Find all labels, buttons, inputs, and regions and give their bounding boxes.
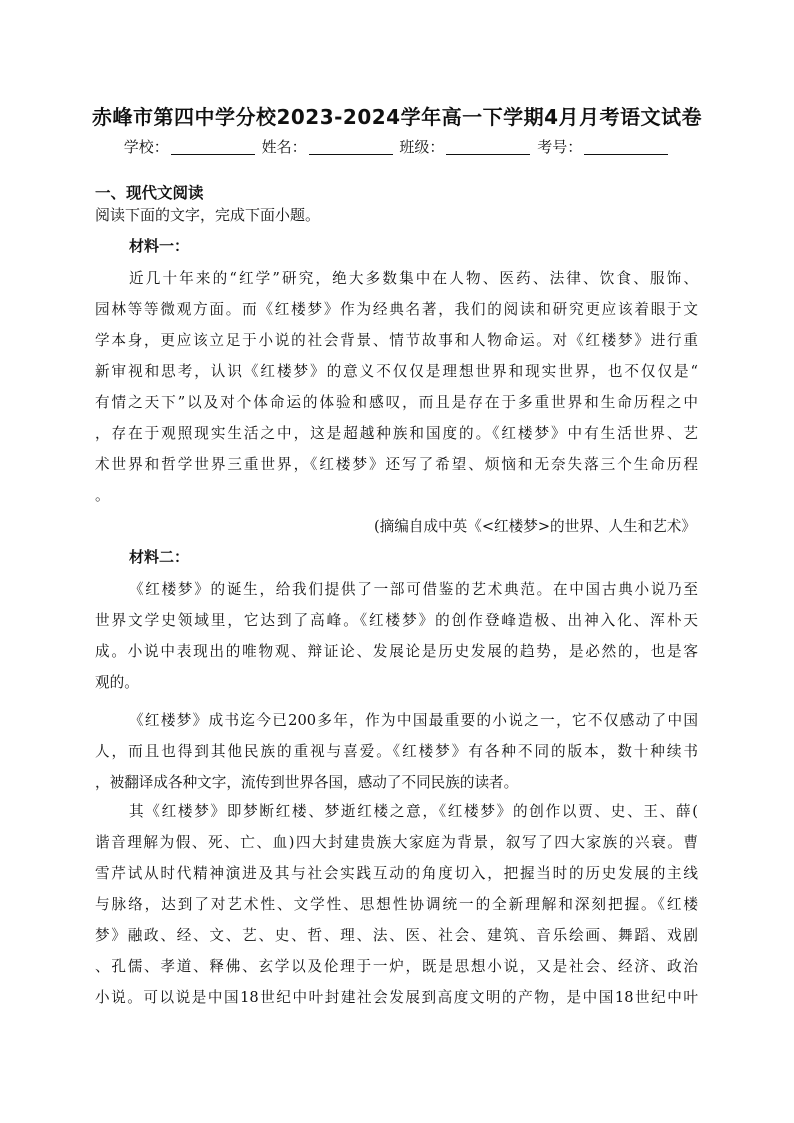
material-2-line: 谐音理解为假、死、亡、血)四大封建贵族大家庭为背景，叙写了四大家族的兴衰。曹 [95, 834, 698, 851]
material-1-source: (摘编自成中英《<红楼梦>的世界、人生和艺术》 [373, 518, 696, 535]
material-1-line: 近几十年来的“红学”研究，绝大多数集中在人物、医药、法律、饮食、服饰、 [129, 270, 698, 287]
material-2-line: 观的。 [95, 674, 139, 691]
class-label: 班级： [399, 138, 445, 156]
material-1-line: 有情之天下”以及对个体命运的体验和感叹，而且是存在于多重世界和生命历程之中 [95, 394, 698, 411]
number-blank [584, 154, 668, 155]
school-label: 学校： [123, 138, 169, 156]
material-2-line: 人，而且也得到其他民族的重视与喜爱。《红楼梦》有各种不同的版本，数十种续书 [95, 743, 698, 760]
material-1-line: 。 [95, 487, 110, 504]
material-1-line: 学本身，更应该立足于小说的社会背景、情节故事和人物命运。对《红楼梦》进行重 [95, 332, 698, 349]
section-heading: 一、现代文阅读 [95, 184, 204, 202]
material-1-line: ，存在于观照现实生活之中，这是超越种族和国度的。《红楼梦》中有生活世界、艺 [95, 425, 698, 442]
reading-instruction: 阅读下面的文字，完成下面小题。 [95, 206, 321, 224]
material-1-heading: 材料一： [129, 237, 190, 255]
material-1-line: 新审视和思考，认识《红楼梦》的意义不仅仅是理想世界和现实世界，也不仅仅是“ [95, 363, 698, 380]
material-2-line: 《红楼梦》的诞生，给我们提供了一部可借鉴的艺术典范。在中国古典小说乃至 [129, 581, 698, 598]
material-2-line: 《红楼梦》成书迄今已200多年，作为中国最重要的小说之一，它不仅感动了中国 [129, 712, 698, 729]
material-1-line: 园林等等微观方面。而《红楼梦》作为经典名著，我们的阅读和研究更应该着眼于文 [95, 301, 698, 318]
material-1-line: 术世界和哲学世界三重世界，《红楼梦》还写了希望、烦恼和无奈失落三个生命历程 [95, 456, 698, 473]
exam-title: 赤峰市第四中学分校2023-2024学年高一下学期4月月考语文试卷 [91, 105, 703, 129]
material-2-line: 、孔儒、孝道、释佛、玄学以及伦理于一炉，既是思想小说，又是社会、经济、政治 [95, 958, 698, 975]
material-2-heading: 材料二： [129, 548, 190, 566]
name-blank [309, 154, 393, 155]
number-label: 考号： [537, 138, 583, 156]
material-2-line: 与脉络，达到了对艺术性、文学性、思想性协调统一的全新理解和深刻把握。《红楼 [95, 896, 698, 913]
material-2-line: ，被翻译成各种文字，流传到世界各国，感动了不同民族的读者。 [95, 774, 519, 791]
material-2-line: 雪芹试从时代精神演进及其与社会实践互动的角度切入，把握当时的历史发展的主线 [95, 865, 698, 882]
student-info-row [0, 136, 794, 157]
name-label: 姓名： [261, 138, 307, 156]
class-blank [446, 154, 530, 155]
material-2-line: 其《红楼梦》即梦断红楼、梦逝红楼之意，《红楼梦》的创作以贾、史、王、薛( [129, 803, 698, 820]
material-2-line: 梦》融政、经、文、艺、史、哲、理、法、医、社会、建筑、音乐绘画、舞蹈、戏剧 [95, 927, 698, 944]
material-2-line: 小说。可以说是中国18世纪中叶封建社会发展到高度文明的产物，是中国18世纪中叶 [95, 989, 698, 1006]
material-2-line: 世界文学史领域里，它达到了高峰。《红楼梦》的创作登峰造极、出神入化、浑朴天 [95, 612, 698, 629]
school-blank [171, 154, 255, 155]
material-2-line: 成。小说中表现出的唯物观、辩证论、发展论是历史发展的趋势，是必然的，也是客 [95, 643, 698, 660]
